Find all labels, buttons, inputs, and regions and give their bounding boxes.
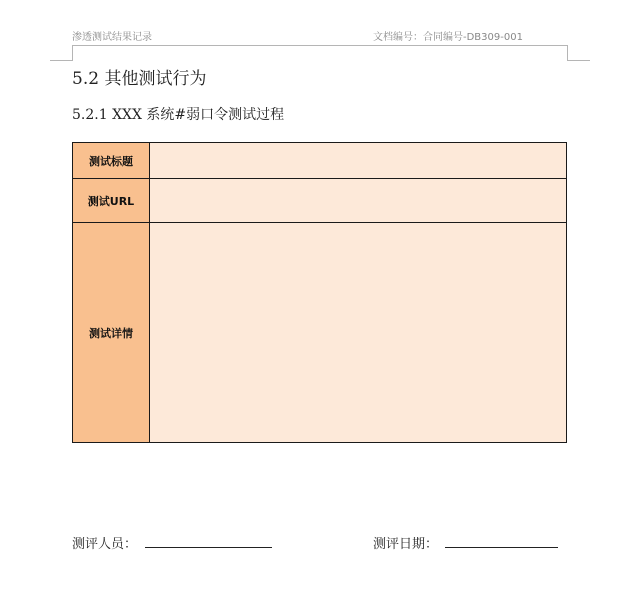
tester-signature-line[interactable] — [145, 547, 272, 548]
date-signature-line[interactable] — [445, 547, 558, 548]
tester-label: 测评人员： — [72, 537, 138, 552]
crop-mark-top-left — [50, 45, 73, 61]
value-test-title[interactable] — [150, 143, 567, 179]
crop-mark-top-right — [567, 45, 590, 61]
label-test-url: 测试URL — [73, 179, 150, 223]
date-label: 测评日期： — [373, 537, 439, 552]
value-test-details[interactable] — [150, 223, 567, 443]
table-row-url — [73, 179, 567, 223]
subsection-title: 5.2.1 XXX 系统#弱口令测试过程 — [72, 107, 285, 123]
header-left: 渗透测试结果记录 — [72, 32, 152, 43]
value-test-url[interactable] — [150, 179, 567, 223]
header-right: 文档编号：合同编号-DB309-001 — [373, 32, 523, 43]
table-row-title — [73, 143, 567, 179]
label-test-title: 测试标题 — [73, 143, 150, 179]
label-test-details: 测试详情 — [73, 223, 150, 443]
section-title: 5.2 其他测试行为 — [72, 69, 207, 89]
table-row-details — [73, 223, 567, 443]
test-record-table — [72, 142, 567, 443]
header-rule — [72, 45, 568, 46]
